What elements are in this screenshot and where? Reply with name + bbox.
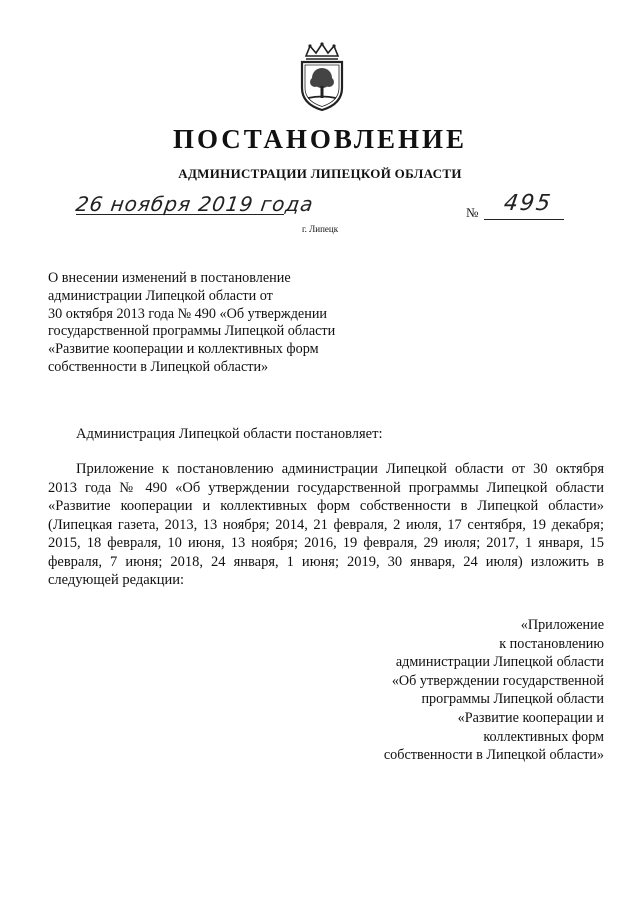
handwritten-date: 26 ноября 2019 года (74, 192, 316, 216)
appendix-header (384, 616, 604, 765)
body-line: (Липецкая газета, 2013, 13 ноября; 2014, 21 февраля, 2 июля, 17 сентября, 19 декабря; (48, 516, 604, 533)
body-line: Приложение к постановлению администрации Липецкой области от 30 октября (76, 461, 604, 477)
heading-line: О внесении изменений в постановление (48, 270, 291, 286)
document-subtitle: АДМИНИСТРАЦИИ ЛИПЕЦКОЙ ОБЛАСТИ (178, 166, 462, 181)
heading-line: «Развитие кооперации и коллективных форм (48, 341, 319, 358)
heading-line: государственной программы Липецкой области (48, 323, 336, 340)
appendix-line: собственности в Липецкой области» (383, 747, 604, 764)
appendix-line: к постановлению (499, 635, 604, 652)
heading-line: собственности в Липецкой области» (48, 358, 269, 375)
number-label: № (466, 205, 479, 220)
date-underline (76, 214, 284, 215)
appendix-line: программы Липецкой области (421, 691, 604, 708)
body-line: февраля, 7 июня; 2018, 24 января, 1 июня; 2019, 30 января, 24 июля) изложить в (48, 553, 604, 570)
appendix-line: «Приложение (520, 617, 604, 633)
appendix-line: администрации Липецкой области (395, 654, 604, 671)
heading-line: 30 октября 2013 года № 490 «Об утверждении (48, 305, 328, 322)
body-line: 2013 года № 490 «Об утверждении государственной программы Липецкой области (48, 479, 604, 496)
city-label: г. Липецк (302, 224, 339, 234)
heading-line: администрации Липецкой области от (48, 287, 273, 304)
handwritten-number: 495 (502, 191, 554, 216)
number-underline (484, 219, 564, 220)
appendix-line: «Развитие кооперации и (457, 709, 604, 726)
appendix-line: «Об утверждении государственной (391, 672, 604, 689)
body-paragraph (48, 460, 604, 590)
lipetsk-coat-of-arms-icon (294, 42, 350, 112)
body-line: 2015, 18 февраля, 10 июня, 13 ноября; 2016, 19 февраля, 29 июля; 2017, 1 января, 15 (48, 535, 604, 551)
decree-statement: Администрация Липецкой области постановляет: (76, 426, 383, 442)
document-heading (48, 270, 388, 377)
appendix-line: коллективных форм (483, 728, 604, 745)
body-line: «Развитие кооперации и коллективных форм собственности в Липецкой области» (48, 498, 604, 514)
body-line: следующей редакции: (48, 572, 185, 588)
document-title: ПОСТАНОВЛЕНИЕ (172, 124, 468, 154)
